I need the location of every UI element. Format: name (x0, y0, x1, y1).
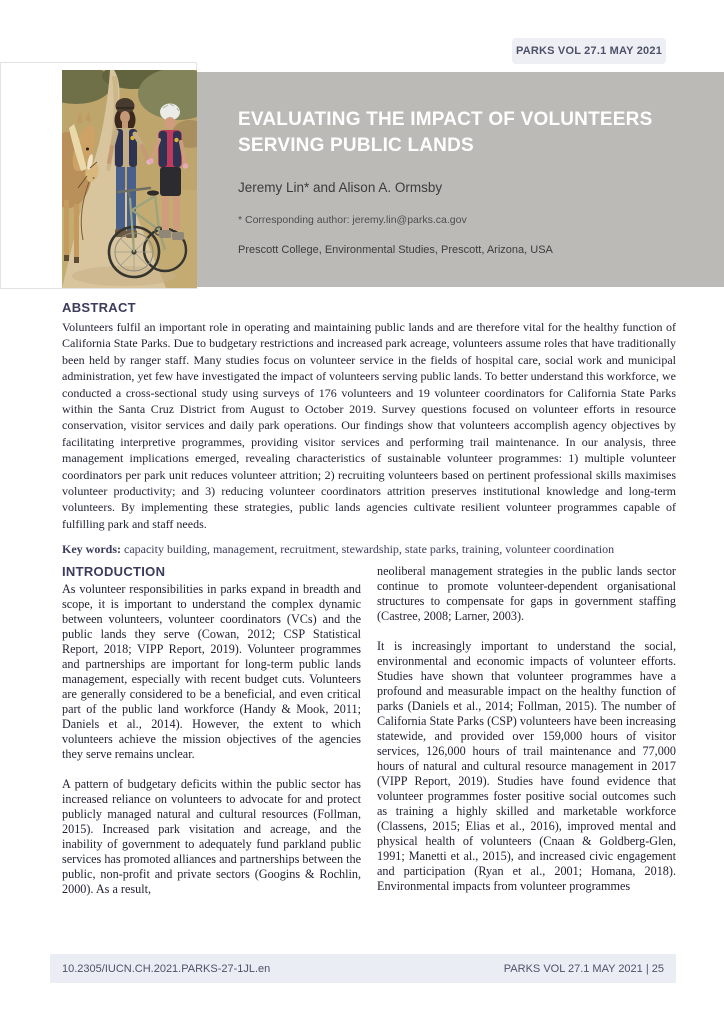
volunteers-photo (62, 70, 197, 288)
introduction-columns (62, 564, 676, 912)
intro-paragraph: A pattern of budgetary deficits within the public sector has increased reliance on volunteers to advocate for and protect publicly managed natural and cultural resources (Follman, 2015). Increased park visitation and acreage, and the inability of government to adequately fund parkland public services has promoted alliances and partnerships between the public, non-profit and private sectors (Googins & Rochlin, 2000). As a result, (62, 777, 361, 897)
doi-text: 10.2305/IUCN.CH.2021.PARKS-27-1JL.en (62, 962, 271, 975)
keywords-label: Key words: (62, 542, 121, 557)
article-title-line1: EVALUATING THE IMPACT OF VOLUNTEERS (238, 109, 653, 130)
article-body (62, 300, 676, 912)
volume-badge: PARKS VOL 27.1 MAY 2021 (512, 38, 666, 64)
left-column (62, 564, 361, 912)
authors-line: Jeremy Lin* and Alison A. Ormsby (238, 180, 443, 195)
right-column (377, 564, 676, 912)
affiliation-line: Prescott College, Environmental Studies, Prescott, Arizona, USA (238, 244, 553, 256)
keywords-line (62, 541, 676, 557)
article-title (238, 107, 698, 159)
intro-paragraph: It is increasingly important to understand the social, environmental and economic impacts of volunteer efforts. Studies have shown that volunteer programmes have a profound and measurable impact on the healthy function of parks (Daniels et al., 2014; Follman, 2015). The number of California State Parks (CSP) volunteers have been increasing statewide, and provided over 159,000 hours of visitor services, 126,000 hours of trail maintenance and 77,000 hours of natural and cultural resource management in 2017 (VIPP Report, 2019). Studies have found evidence that volunteer programmes foster positive social outcomes such as training a highly skilled and marketable workforce (Classens, 2015; Elias et al., 2016), improved mental and physical health of volunteers (Cnaan & Goldberg-Glen, 1991; Manetti et al., 2015), and increased civic engagement and participation (Ryan et al., 2001; Homana, 2018). Environmental impacts from volunteer programmes (377, 639, 676, 894)
keywords-text: capacity building, management, recruitment, stewardship, state parks, training, volunteer coordination (121, 542, 615, 557)
intro-paragraph: As volunteer responsibilities in parks expand in breadth and scope, it is important to understand the complex dynamic between volunteers, volunteer coordinators (VCs) and the public lands they serve (Cowan, 2012; CSP Statistical Report, 2018; VIPP Report, 2019). Volunteer programmes and partnerships are important for long-term public lands management, especially with recent budget cuts. Volunteers are generally considered to be a beneficial, and even critical part of the public land workforce (Handy & Mook, 2011; Daniels et al., 2014). However, the extent to which volunteers achieve the mission objectives of the agencies they serve remains unclear. (62, 582, 361, 762)
corresponding-author-line: * Corresponding author: jeremy.lin@parks.ca.gov (238, 214, 467, 226)
abstract-heading: ABSTRACT (62, 300, 136, 315)
footer-band (50, 954, 676, 983)
article-title-line2: SERVING PUBLIC LANDS (238, 135, 474, 156)
intro-paragraph: neoliberal management strategies in the public lands sector continue to promote volunteer-dependent organisational structures to compensate for gaps in government staffing (Castree, 2008; Larner, 2003). (377, 564, 676, 624)
page-info: PARKS VOL 27.1 MAY 2021 | 25 (503, 962, 664, 975)
introduction-heading: INTRODUCTION (62, 564, 166, 580)
abstract-text: Volunteers fulfil an important role in operating and maintaining public lands and are therefore vital for the healthy function of California State Parks. Due to budgetary restrictions and increased park acreage, volunteers assume roles that have traditionally been held by ranger staff. Many studies focus on volunteer service in the fields of hospital care, social work and municipal administration, yet few have investigated the impact of volunteers serving public lands. To better understand this workforce, we conducted a cross-sectional study using surveys of 176 volunteers and 19 volunteer coordinators for California State Parks within the Santa Cruz District from August to October 2019. Survey questions focused on volunteer efforts in resource conservation, visitor services and daily park operations. Our findings show that volunteers accomplish agency objectives by facilitating interpretive programmes, providing visitor services and performing trail maintenance. In our analysis, three management implications emerged, revealing characteristics of sustainable volunteer programmes: 1) multiple volunteer coordinators per park unit reduces volunteer attrition; 2) recruiting volunteers based on pertinent professional skills maximises volunteer productivity; and 3) reducing volunteer coordinators attrition preserves institutional knowledge and long-term volunteers. By implementing these strategies, public lands agencies cultivate resilient volunteer programmes capable of fulfilling park and staff needs. (62, 320, 676, 531)
